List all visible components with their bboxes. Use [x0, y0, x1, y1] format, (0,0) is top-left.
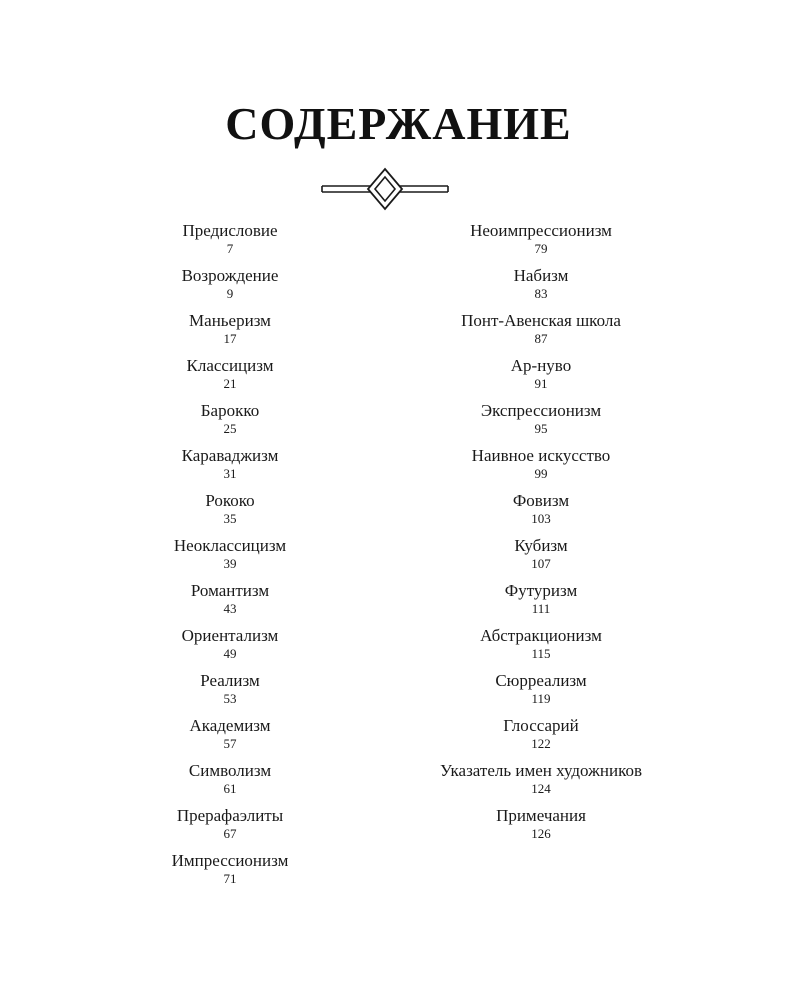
entry-title: Символизм: [188, 761, 272, 780]
entry-page-number: 57: [223, 736, 237, 751]
entry-page-number: 7: [226, 241, 234, 256]
entry-title: Романтизм: [190, 581, 270, 600]
toc-entry[interactable]: [65, 401, 395, 446]
entry-page-number: 91: [534, 376, 548, 391]
entry-page-number: 107: [531, 556, 551, 571]
entry-title: Возрождение: [181, 266, 279, 285]
entry-page-number: 79: [534, 241, 548, 256]
entry-page-number: 35: [223, 511, 237, 526]
toc-entry[interactable]: [376, 671, 706, 716]
toc-entry[interactable]: [65, 626, 395, 671]
entry-page-number: 71: [223, 871, 237, 886]
entry-title: Ар-нуво: [510, 356, 572, 375]
entry-title: Неоклассицизм: [173, 536, 287, 555]
toc-entry[interactable]: [65, 536, 395, 581]
entry-page-number: 43: [223, 601, 237, 616]
toc-entry[interactable]: [376, 761, 706, 806]
toc-entry[interactable]: [65, 716, 395, 761]
entry-page-number: 115: [531, 646, 551, 661]
entry-title: Глоссарий: [503, 716, 579, 735]
entry-page-number: 17: [223, 331, 237, 346]
toc-entry[interactable]: [65, 221, 395, 266]
entry-page-number: 53: [223, 691, 237, 706]
entry-title: Указатель имен художников: [440, 761, 642, 780]
entry-title: Кубизм: [514, 536, 568, 555]
entry-title: Рококо: [205, 491, 255, 510]
toc-entry[interactable]: [376, 221, 706, 266]
entry-page-number: 21: [223, 376, 237, 391]
toc-entry[interactable]: [376, 266, 706, 311]
toc-entry[interactable]: [65, 266, 395, 311]
toc-right-column: [376, 221, 706, 851]
entry-title: Академизм: [189, 716, 271, 735]
entry-title: Реализм: [200, 671, 260, 690]
entry-page-number: 61: [223, 781, 237, 796]
entry-page-number: 124: [531, 781, 551, 796]
entry-title: Прерафаэлиты: [176, 806, 284, 825]
toc-entry[interactable]: [65, 806, 395, 851]
entry-page-number: 126: [531, 826, 551, 841]
entry-title: Наивное искусство: [471, 446, 611, 465]
entry-page-number: 95: [534, 421, 548, 436]
entry-title: Маньеризм: [189, 311, 271, 330]
entry-title: Классицизм: [186, 356, 274, 375]
entry-title: Понт-Авенская школа: [461, 311, 621, 330]
toc-entry[interactable]: [376, 806, 706, 851]
entry-page-number: 111: [531, 601, 551, 616]
entry-title: Примечания: [496, 806, 586, 825]
entry-title: Футуризм: [504, 581, 578, 600]
toc-entry[interactable]: [65, 446, 395, 491]
entry-title: Предисловие: [182, 221, 278, 240]
page-title: СОДЕРЖАНИЕ: [225, 98, 572, 149]
toc-entry[interactable]: [65, 356, 395, 401]
entry-title: Неоимпрессионизм: [470, 221, 612, 240]
entry-page-number: 99: [534, 466, 548, 481]
entry-title: Ориентализм: [181, 626, 279, 645]
entry-title: Барокко: [200, 401, 260, 420]
diamond-divider-icon: [320, 166, 450, 212]
toc-entry[interactable]: [65, 671, 395, 716]
entry-page-number: 87: [534, 331, 548, 346]
entry-page-number: 9: [226, 286, 234, 301]
entry-title: Набизм: [513, 266, 569, 285]
toc-entry[interactable]: [65, 581, 395, 626]
toc-entry[interactable]: [376, 311, 706, 356]
entry-title: Караваджизм: [181, 446, 279, 465]
entry-title: Экспрессионизм: [480, 401, 602, 420]
toc-entry[interactable]: [376, 356, 706, 401]
entry-page-number: 39: [223, 556, 237, 571]
entry-page-number: 31: [223, 466, 237, 481]
toc-entry[interactable]: [65, 851, 395, 896]
toc-entry[interactable]: [376, 581, 706, 626]
entry-page-number: 49: [223, 646, 237, 661]
entry-page-number: 103: [531, 511, 551, 526]
entry-page-number: 122: [531, 736, 551, 751]
toc-entry[interactable]: [376, 626, 706, 671]
toc-entry[interactable]: [376, 491, 706, 536]
toc-entry[interactable]: [65, 491, 395, 536]
toc-entry[interactable]: [65, 761, 395, 806]
toc-entry[interactable]: [376, 536, 706, 581]
toc-entry[interactable]: [376, 401, 706, 446]
entry-title: Абстракционизм: [480, 626, 602, 645]
entry-page-number: 25: [223, 421, 237, 436]
entry-title: Импрессионизм: [171, 851, 289, 870]
entry-title: Фовизм: [512, 491, 570, 510]
entry-page-number: 67: [223, 826, 237, 841]
toc-entry[interactable]: [376, 716, 706, 761]
entry-title: Сюрреализм: [495, 671, 587, 690]
toc-entry[interactable]: [65, 311, 395, 356]
toc-entry[interactable]: [376, 446, 706, 491]
toc-left-column: [65, 221, 395, 896]
entry-page-number: 83: [534, 286, 548, 301]
entry-page-number: 119: [531, 691, 551, 706]
